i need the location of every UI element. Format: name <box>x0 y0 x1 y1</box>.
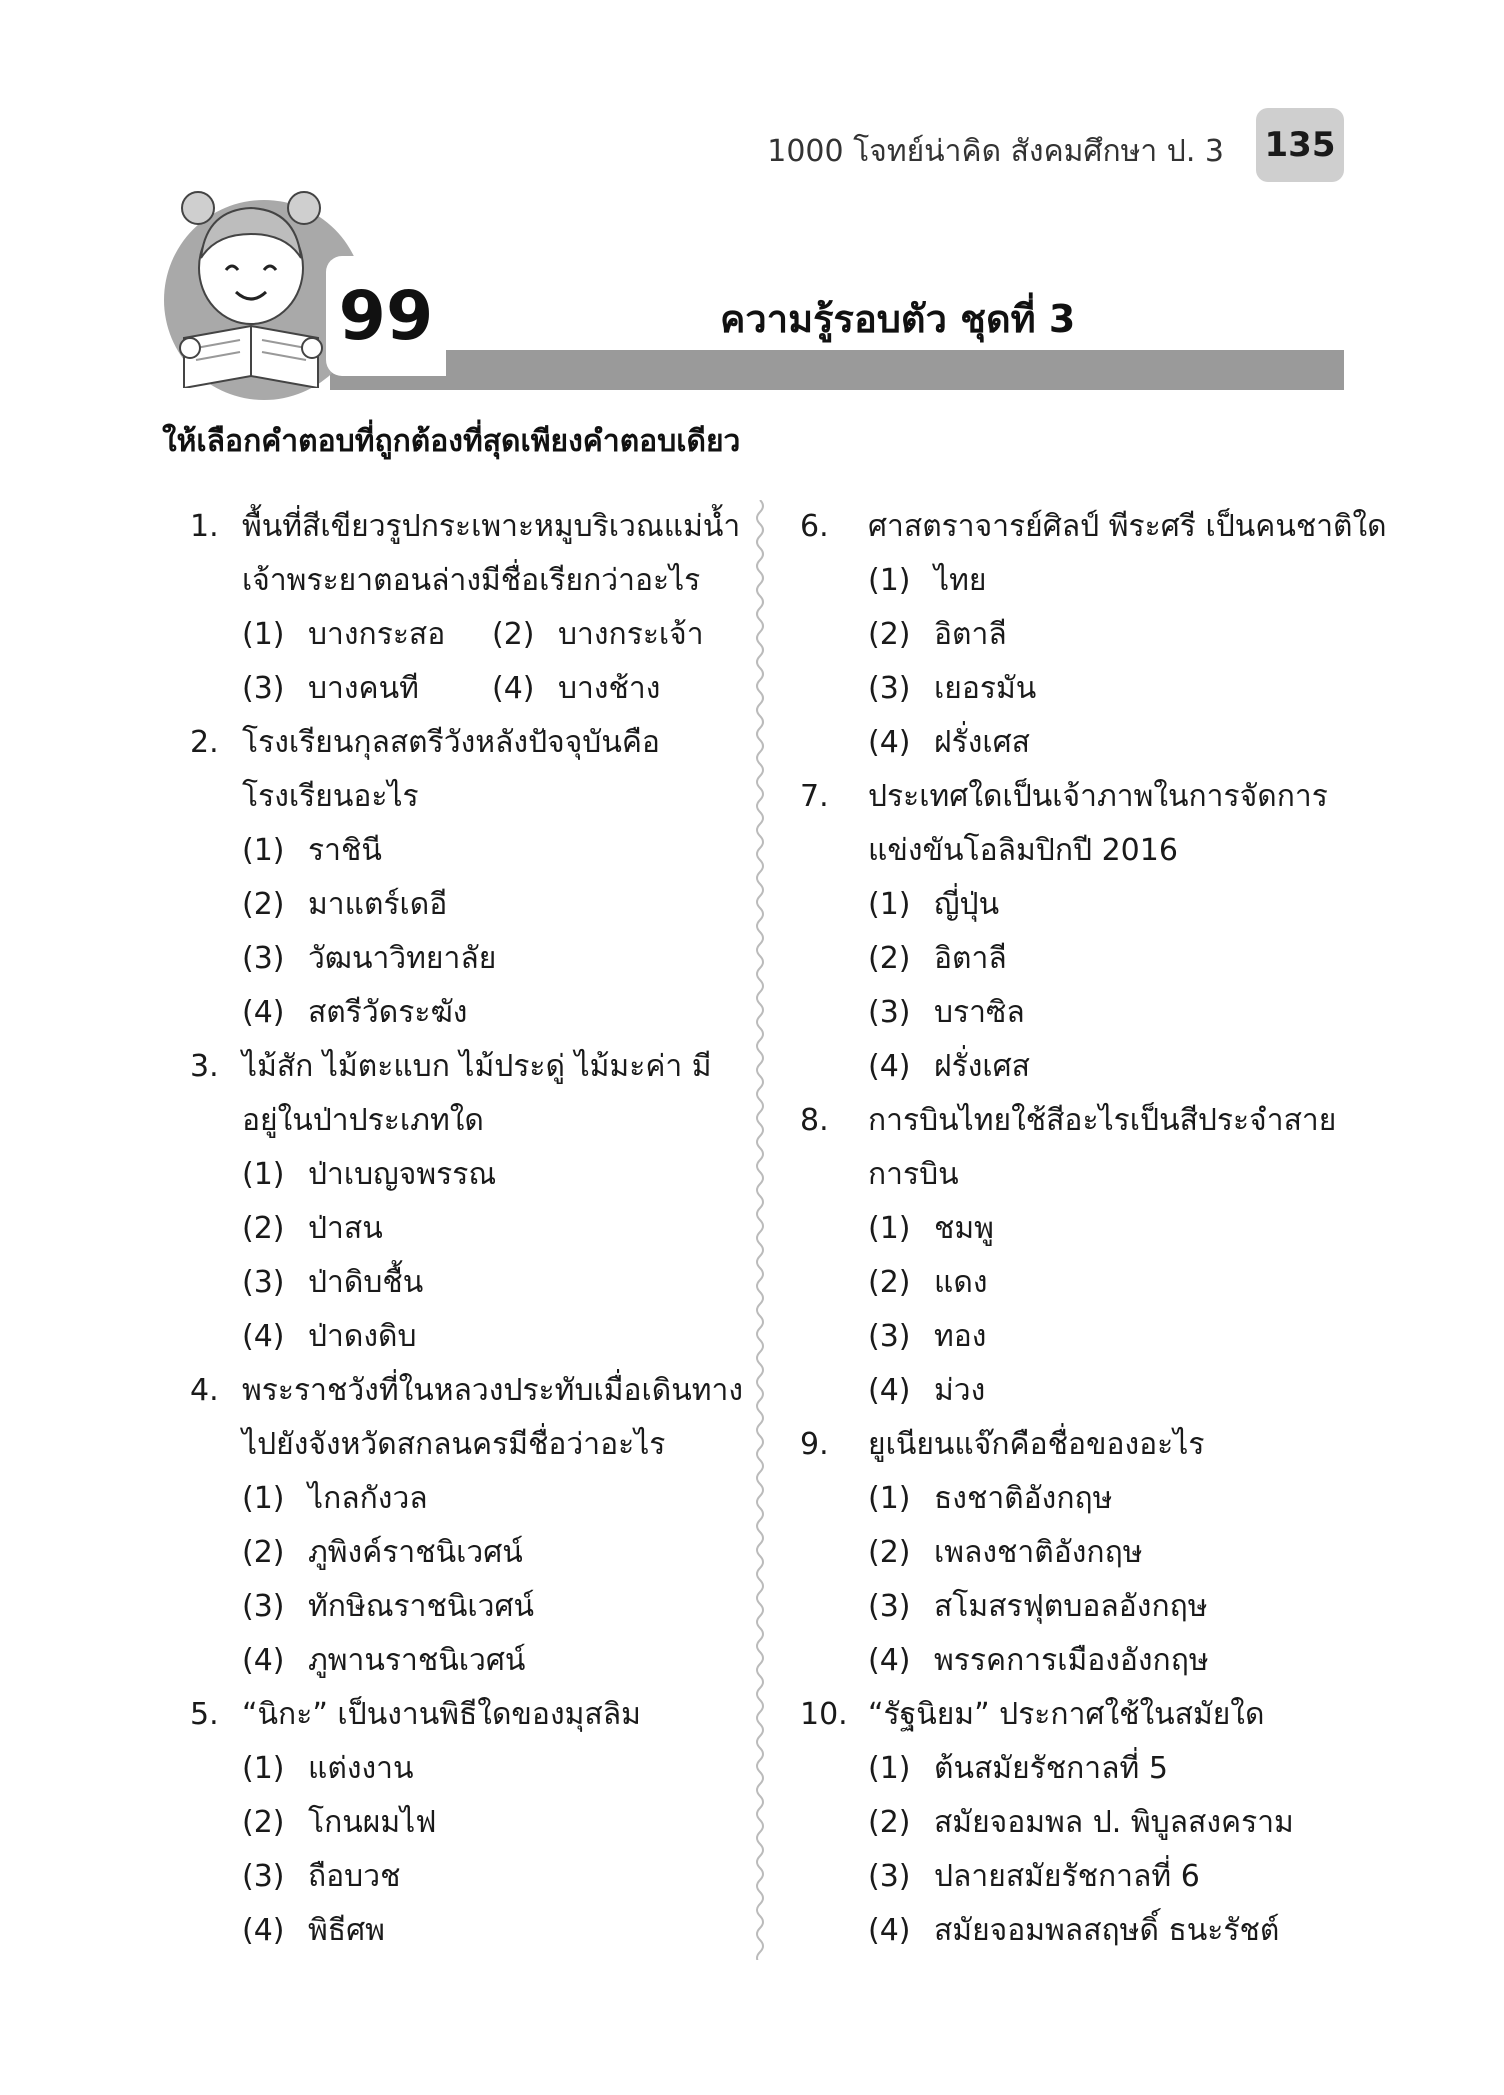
question-number: 10. <box>800 1697 848 1732</box>
option-number: (4) <box>242 995 285 1030</box>
answer-option[interactable] <box>800 1526 1360 1580</box>
question-number: 3. <box>190 1049 219 1084</box>
option-text: ภูพิงค์ราชนิเวศน์ <box>308 1535 523 1570</box>
answer-option[interactable] <box>800 1796 1360 1850</box>
answer-option[interactable] <box>800 1850 1360 1904</box>
question-item <box>190 500 750 716</box>
answer-option[interactable] <box>800 608 1360 662</box>
question-text: โรงเรียนอะไร <box>242 779 419 814</box>
answer-option[interactable] <box>190 1256 750 1310</box>
answer-option[interactable] <box>800 662 1360 716</box>
question-text: พระราชวังที่ในหลวงประทับเมื่อเดินทาง <box>242 1373 744 1408</box>
option-text: ฝรั่งเศส <box>934 1049 1030 1084</box>
option-number: (4) <box>492 671 535 706</box>
option-text: ไทย <box>934 563 987 598</box>
option-text: แดง <box>934 1265 988 1300</box>
option-row <box>190 662 750 716</box>
option-text: ถือบวช <box>308 1859 401 1894</box>
question-item <box>190 1688 750 1958</box>
option-text: แต่งงาน <box>308 1751 414 1786</box>
option-text: วัฒนาวิทยาลัย <box>308 941 497 976</box>
option-number: (3) <box>868 1589 911 1624</box>
option-number: (3) <box>242 1859 285 1894</box>
answer-option[interactable] <box>242 662 492 716</box>
option-text: บางกระเจ้า <box>558 617 704 652</box>
option-number: (1) <box>242 1157 285 1192</box>
banner-bar <box>330 350 1344 390</box>
option-number: (3) <box>242 1265 285 1300</box>
option-number: (2) <box>868 1805 911 1840</box>
answer-option[interactable] <box>800 1742 1360 1796</box>
option-number: (2) <box>868 617 911 652</box>
option-number: (1) <box>242 1751 285 1786</box>
option-number: (1) <box>242 617 285 652</box>
option-number: (1) <box>242 1481 285 1516</box>
question-number: 1. <box>190 509 219 544</box>
answer-option[interactable] <box>190 1472 750 1526</box>
option-number: (3) <box>868 671 911 706</box>
question-text: การบินไทยใช้สีอะไรเป็นสีประจำสาย <box>868 1103 1337 1138</box>
question-item <box>800 1688 1360 1958</box>
answer-option[interactable] <box>190 1526 750 1580</box>
answer-option[interactable] <box>190 1850 750 1904</box>
option-number: (4) <box>868 725 911 760</box>
option-text: บางช้าง <box>558 671 661 706</box>
answer-option[interactable] <box>800 878 1360 932</box>
right-column <box>800 500 1387 1958</box>
answer-option[interactable] <box>190 1742 750 1796</box>
answer-option[interactable] <box>800 932 1360 986</box>
question-item <box>800 770 1360 1094</box>
answer-option[interactable] <box>190 1202 750 1256</box>
option-number: (4) <box>868 1049 911 1084</box>
question-number: 2. <box>190 725 219 760</box>
question-number: 8. <box>800 1103 829 1138</box>
question-text: ยูเนียนแจ๊กคือชื่อของอะไร <box>868 1427 1205 1462</box>
question-text: ไปยังจังหวัดสกลนครมีชื่อว่าอะไร <box>242 1427 666 1462</box>
running-header-title: 1000 โจทย์น่าคิด สังคมศึกษา ป. 3 <box>767 134 1224 169</box>
option-number: (4) <box>242 1643 285 1678</box>
option-number: (2) <box>242 887 285 922</box>
option-text: บราซิล <box>934 995 1025 1030</box>
question-number: 9. <box>800 1427 829 1462</box>
option-text: ญี่ปุ่น <box>934 887 1000 922</box>
answer-option[interactable] <box>800 1040 1360 1094</box>
option-number: (3) <box>868 995 911 1030</box>
option-number: (4) <box>868 1373 911 1408</box>
answer-option[interactable] <box>800 1580 1360 1634</box>
left-column <box>190 500 750 1958</box>
instruction-text: ให้เลือกคำตอบที่ถูกต้องที่สุดเพียงคำตอบเดียว <box>162 424 741 459</box>
question-number: 7. <box>800 779 829 814</box>
option-text: พิธีศพ <box>308 1913 385 1948</box>
option-number: (1) <box>868 1751 911 1786</box>
reading-girl-icon <box>176 188 326 388</box>
option-text: ไกลกังวล <box>308 1481 428 1516</box>
option-number: (2) <box>868 941 911 976</box>
option-text: ปลายสมัยรัชกาลที่ 6 <box>934 1859 1200 1894</box>
question-text: ไม้สัก ไม้ตะแบก ไม้ประดู่ ไม้มะค่า มี <box>242 1049 712 1084</box>
option-number: (4) <box>242 1913 285 1948</box>
answer-option[interactable] <box>800 1472 1360 1526</box>
option-text: ป่าเบญจพรรณ <box>308 1157 497 1192</box>
question-text: ประเทศใดเป็นเจ้าภาพในการจัดการ <box>868 779 1328 814</box>
option-text: สมัยจอมพล ป. พิบูลสงคราม <box>934 1805 1294 1840</box>
answer-option[interactable] <box>800 554 1360 608</box>
option-text: พรรคการเมืองอังกฤษ <box>934 1643 1209 1678</box>
option-number: (3) <box>242 941 285 976</box>
option-text: อิตาลี <box>934 941 1007 976</box>
option-text: ต้นสมัยรัชกาลที่ 5 <box>934 1751 1168 1786</box>
question-item <box>800 1418 1360 1688</box>
option-number: (1) <box>242 833 285 868</box>
answer-option[interactable] <box>190 1148 750 1202</box>
answer-option[interactable] <box>190 824 750 878</box>
option-number: (3) <box>242 671 285 706</box>
question-text: ศาสตราจารย์ศิลป์ พีระศรี เป็นคนชาติใด <box>868 509 1387 544</box>
question-item <box>190 716 750 1040</box>
option-text: ฝรั่งเศส <box>934 725 1030 760</box>
question-item <box>800 1094 1360 1418</box>
answer-option[interactable] <box>800 1364 1360 1418</box>
option-number: (1) <box>868 1481 911 1516</box>
answer-option[interactable] <box>190 986 750 1040</box>
exercise-set-number: 99 <box>326 256 446 376</box>
option-text: ธงชาติอังกฤษ <box>934 1481 1113 1516</box>
option-number: (1) <box>868 1211 911 1246</box>
question-number: 5. <box>190 1697 219 1732</box>
option-text: สตรีวัดระฆัง <box>308 995 468 1030</box>
question-text: โรงเรียนกุลสตรีวังหลังปัจจุบันคือ <box>242 725 660 760</box>
answer-option[interactable] <box>190 1580 750 1634</box>
option-number: (2) <box>868 1265 911 1300</box>
answer-option[interactable] <box>800 716 1360 770</box>
option-row <box>190 608 750 662</box>
option-text: บางคนที <box>308 671 419 706</box>
option-number: (2) <box>868 1535 911 1570</box>
answer-option[interactable] <box>800 1904 1360 1958</box>
answer-option[interactable] <box>190 878 750 932</box>
option-text: ป่าดงดิบ <box>308 1319 417 1354</box>
option-number: (2) <box>242 1535 285 1570</box>
question-text: อยู่ในป่าประเภทใด <box>242 1103 484 1138</box>
question-text: “รัฐนิยม” ประกาศใช้ในสมัยใด <box>868 1697 1265 1732</box>
option-number: (4) <box>868 1913 911 1948</box>
option-text: ป่าสน <box>308 1211 383 1246</box>
question-item <box>800 500 1387 770</box>
answer-option[interactable] <box>190 1634 750 1688</box>
option-text: ชมพู <box>934 1211 994 1246</box>
option-text: อิตาลี <box>934 617 1007 652</box>
option-text: บางกระสอ <box>308 617 446 652</box>
option-text: ทักษิณราชนิเวศน์ <box>308 1589 535 1624</box>
answer-option[interactable] <box>800 1310 1360 1364</box>
answer-option[interactable] <box>800 1256 1360 1310</box>
option-text: ทอง <box>934 1319 987 1354</box>
option-text: ป่าดิบชื้น <box>308 1265 424 1300</box>
option-number: (3) <box>868 1859 911 1894</box>
question-text: การบิน <box>868 1157 959 1192</box>
answer-option[interactable] <box>190 1796 750 1850</box>
answer-option[interactable] <box>800 1634 1360 1688</box>
question-text: พื้นที่สีเขียวรูปกระเพาะหมูบริเวณแม่น้ำ <box>242 509 741 544</box>
option-text: ภูพานราชนิเวศน์ <box>308 1643 526 1678</box>
option-number: (3) <box>868 1319 911 1354</box>
answer-option[interactable] <box>190 1310 750 1364</box>
question-text: เจ้าพระยาตอนล่างมีชื่อเรียกว่าอะไร <box>242 563 701 598</box>
option-text: โกนผมไฟ <box>308 1805 437 1840</box>
option-text: สมัยจอมพลสฤษดิ์ ธนะรัชต์ <box>934 1913 1280 1948</box>
answer-option[interactable] <box>492 662 742 716</box>
question-number: 4. <box>190 1373 219 1408</box>
answer-option[interactable] <box>800 986 1360 1040</box>
answer-option[interactable] <box>800 1202 1360 1256</box>
option-number: (3) <box>242 1589 285 1624</box>
question-number: 6. <box>800 509 829 544</box>
option-text: สโมสรฟุตบอลอังกฤษ <box>934 1589 1208 1624</box>
option-text: มาแตร์เดอี <box>308 887 448 922</box>
answer-option[interactable] <box>190 932 750 986</box>
option-number: (2) <box>242 1805 285 1840</box>
option-number: (2) <box>242 1211 285 1246</box>
answer-option[interactable] <box>190 1904 750 1958</box>
option-number: (2) <box>492 617 535 652</box>
option-text: เยอรมัน <box>934 671 1037 706</box>
option-number: (1) <box>868 563 911 598</box>
exercise-set-title: ความรู้รอบตัว ชุดที่ 3 <box>720 297 1076 341</box>
option-number: (4) <box>242 1319 285 1354</box>
answer-option[interactable] <box>242 608 492 662</box>
option-text: เพลงชาติอังกฤษ <box>934 1535 1143 1570</box>
option-number: (1) <box>868 887 911 922</box>
option-number: (4) <box>868 1643 911 1678</box>
question-text: “นิกะ” เป็นงานพิธีใดของมุสลิม <box>242 1697 641 1732</box>
answer-option[interactable] <box>492 608 742 662</box>
question-text: แข่งขันโอลิมปิกปี 2016 <box>868 833 1178 868</box>
option-text: ราชินี <box>308 833 382 868</box>
question-item <box>190 1364 750 1688</box>
option-text: ม่วง <box>934 1373 986 1408</box>
question-item <box>190 1040 750 1364</box>
column-divider <box>752 500 768 1960</box>
page-number-tab: 135 <box>1256 108 1344 182</box>
